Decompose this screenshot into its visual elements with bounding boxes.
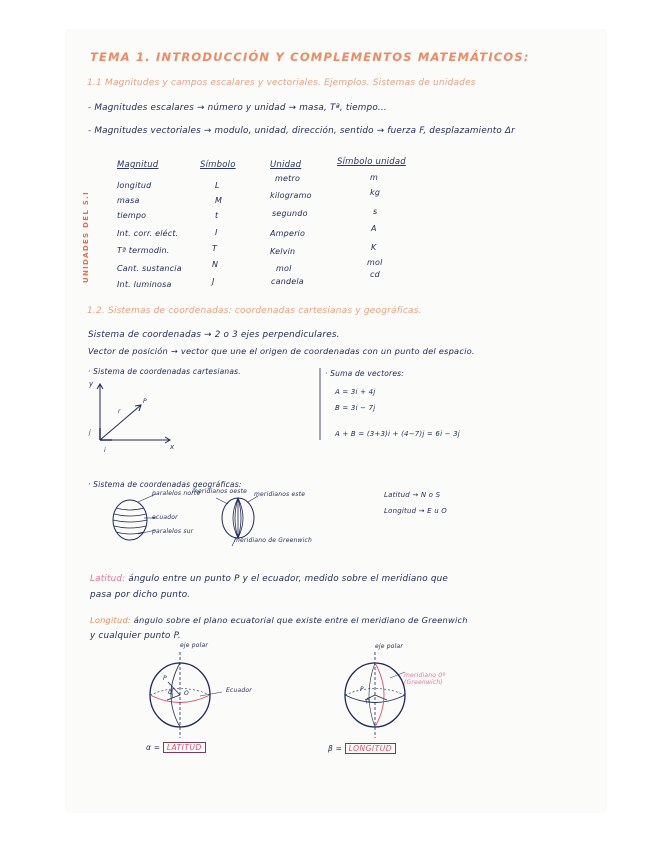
lon-axis-label: eje polar <box>375 643 404 650</box>
lat-caption-prefix: α = <box>146 743 161 752</box>
lat-equator-label: Ecuador <box>226 687 252 694</box>
meridianos-este-label: meridianos este <box>254 491 306 498</box>
table-cell: K <box>371 243 377 252</box>
table-cell: cd <box>370 270 380 279</box>
table-cell: t <box>215 211 219 220</box>
position-vector-line: Vector de posición → vector que une el origen de coordenadas con un punto del espacio. <box>88 346 475 356</box>
latitud-text: ángulo entre un punto P y el ecuador, medido sobre el meridiano que <box>128 574 449 584</box>
table-cell: M <box>215 196 223 205</box>
vector-sum-divider <box>318 368 322 448</box>
table-header-magnitud: Magnitud <box>117 160 159 170</box>
section-1-1-heading: 1.1 Magnitudes y campos escalares y vectoriales. Ejemplos. Sistemas de unidades <box>87 78 476 88</box>
table-cell: I <box>215 228 218 237</box>
ecuador-label: ecuador <box>152 514 178 521</box>
cartesian-label: · Sistema de coordenadas cartesianas. <box>88 367 241 376</box>
vector-sum-result: A + B = (3+3)i + (4−7)j = 6i − 3j <box>335 430 460 438</box>
latitud-definition-cont: pasa por dicho punto. <box>90 590 191 600</box>
table-header-simbolo: Símbolo <box>200 160 236 170</box>
latitud-term: Latitud: <box>90 574 126 584</box>
table-cell: Tª termodin. <box>117 246 170 255</box>
longitud-text: ángulo sobre el plano ecuatorial que existe entre el meridiano de Greenwich <box>133 615 468 625</box>
table-cell: tiempo <box>117 211 147 220</box>
paralelos-norte-label: paralelos norte <box>152 490 201 497</box>
lat-alpha-label: α <box>168 688 173 696</box>
si-units-label: UNIDADES DEL S.I <box>82 190 90 283</box>
table-cell: A <box>371 224 377 233</box>
table-cell: L <box>215 181 220 190</box>
table-cell: mol <box>367 258 383 267</box>
lat-origin-label: O <box>184 690 189 697</box>
table-cell: J <box>212 277 215 286</box>
longitud-range: Longitud → E u O <box>384 507 447 515</box>
table-cell: Int. luminosa <box>117 280 172 289</box>
table-cell: segundo <box>272 209 308 218</box>
unit-vector-j: j <box>89 429 91 436</box>
lat-point-label: P <box>163 675 167 682</box>
longitude-globe <box>335 650 465 750</box>
longitud-term: Longitud: <box>90 615 131 625</box>
scalar-magnitudes-line: - Magnitudes escalares → número y unidad → masa, Tª, tiempo... <box>88 103 387 113</box>
lon-beta-label: β <box>366 697 371 704</box>
longitud-definition-cont: y cualquier punto P. <box>90 631 181 641</box>
greenwich-label: meridiano de Greenwich <box>234 537 312 544</box>
longitud-definition <box>90 615 468 625</box>
table-cell: masa <box>117 196 140 205</box>
table-cell: m <box>370 173 378 182</box>
vector-b: B = 3i − 7j <box>335 404 376 412</box>
paralelos-sur-label: paralelos sur <box>152 528 194 535</box>
table-cell: kg <box>370 188 381 197</box>
table-header-simbolo-unidad: Símbolo unidad <box>337 157 406 167</box>
coordinate-system-line: Sistema de coordenadas → 2 o 3 ejes perpendiculares. <box>88 330 340 340</box>
vector-magnitudes-line: - Magnitudes vectoriales → modulo, unidad, dirección, sentido → fuerza F, desplazamiento Δr <box>88 126 515 136</box>
vector-sum-label: · Suma de vectores: <box>325 369 404 378</box>
lat-caption <box>146 743 206 752</box>
table-cell: metro <box>275 174 301 183</box>
latitud-definition <box>90 574 448 584</box>
table-cell: longitud <box>117 181 152 190</box>
table-cell: kilogramo <box>270 191 312 200</box>
table-cell: Cant. sustancia <box>117 264 182 273</box>
page-title: TEMA 1. INTRODUCCIÓN Y COMPLEMENTOS MATEMÁTICOS: <box>90 50 530 64</box>
table-cell: mol <box>276 264 292 273</box>
table-cell: T <box>212 244 218 253</box>
table-cell: s <box>373 207 378 216</box>
lon-point-label: P <box>360 686 364 693</box>
point-p-label: P <box>143 398 147 405</box>
lon-caption-prefix: β = <box>328 744 343 753</box>
section-1-2-heading: 1.2. Sistemas de coordenadas: coordenadas cartesianas y geográficas. <box>87 306 422 316</box>
axis-y-label: y <box>89 380 94 388</box>
table-cell: candela <box>271 277 304 286</box>
table-cell: Int. corr. eléct. <box>117 229 179 238</box>
table-cell: N <box>212 260 219 269</box>
lon-caption <box>328 744 396 753</box>
lon-caption-box: LONGITUD <box>345 743 396 754</box>
table-cell: Amperio <box>270 229 306 238</box>
lon-meridian-label: meridiano 0º (Greenwich) <box>404 672 446 686</box>
geographic-label: · Sistema de coordenadas geográficas: <box>88 480 242 489</box>
table-cell: Kelvin <box>270 247 296 256</box>
lat-caption-box: LATITUD <box>163 742 206 753</box>
meridianos-oeste-label: meridianos oeste <box>192 488 248 495</box>
vector-r-label: r <box>118 408 121 415</box>
table-header-unidad: Unidad <box>270 160 302 170</box>
lat-axis-label: eje polar <box>180 642 209 649</box>
latitude-globe <box>140 650 250 750</box>
latitud-range: Latitud → N o S <box>384 491 441 499</box>
axis-x-label: x <box>170 443 175 451</box>
vector-a: A = 3i + 4j <box>335 388 376 396</box>
unit-vector-i: i <box>104 447 106 454</box>
